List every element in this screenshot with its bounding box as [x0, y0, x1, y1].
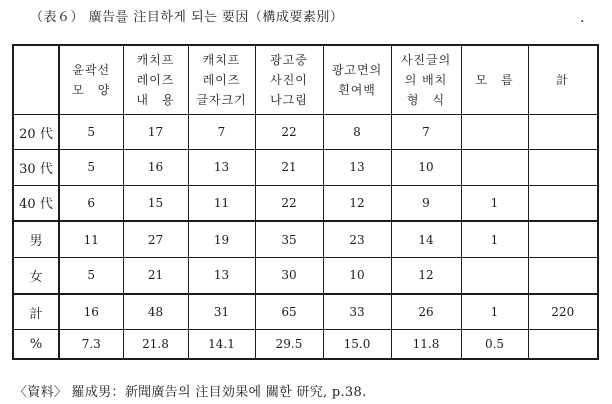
table-cell [461, 115, 528, 150]
table-row [13, 294, 598, 330]
table-cell: 12 [323, 185, 391, 221]
row-label: 男 [13, 221, 59, 257]
table-cell: 29.5 [255, 330, 323, 359]
table-cell: 30 [255, 257, 323, 293]
table-cell: 6 [59, 185, 123, 221]
table-cell: 220 [528, 294, 598, 330]
table-row [13, 330, 598, 359]
row-label: % [13, 330, 59, 359]
table-cell: 23 [323, 221, 391, 257]
table-cell [528, 257, 598, 293]
table-cell: 1 [461, 294, 528, 330]
table-cell: 48 [123, 294, 188, 330]
table-cell: 5 [59, 150, 123, 185]
corner-mark: . [580, 10, 585, 26]
row-label: 20 代 [13, 115, 59, 150]
table-cell: 9 [391, 185, 461, 221]
header-cell: 윤곽선 모 양 [59, 45, 123, 115]
header-cell: 캐치프 레이즈 글자크기 [188, 45, 255, 115]
table-cell [528, 150, 598, 185]
table-cell: 7 [188, 115, 255, 150]
row-label: 30 代 [13, 150, 59, 185]
table-cell: 11.8 [391, 330, 461, 359]
table-cell: 10 [323, 257, 391, 293]
header-corner-cell [13, 45, 59, 115]
table-cell: 22 [255, 115, 323, 150]
table-cell: 5 [59, 257, 123, 293]
table-cell [528, 330, 598, 359]
header-cell: 광고면의 흰여백 [323, 45, 391, 115]
row-label: 女 [13, 257, 59, 293]
table-cell: 27 [123, 221, 188, 257]
header-cell: 모 름 [461, 45, 528, 115]
table-cell [528, 185, 598, 221]
table-cell: 21 [255, 150, 323, 185]
table-cell: 31 [188, 294, 255, 330]
table-cell: 11 [59, 221, 123, 257]
table-cell: 35 [255, 221, 323, 257]
table-cell: 7.3 [59, 330, 123, 359]
table-cell [528, 221, 598, 257]
table-cell: 13 [188, 150, 255, 185]
row-label: 計 [13, 294, 59, 330]
table-cell: 17 [123, 115, 188, 150]
source-note: 〈資料〉 羅成男：新聞廣告의 注目効果에 關한 研究, p.38. [14, 385, 367, 400]
table-cell: 11 [188, 185, 255, 221]
row-label: 40 代 [13, 185, 59, 221]
table-cell: 1 [461, 221, 528, 257]
table-cell: 16 [123, 150, 188, 185]
table-row [13, 185, 598, 221]
table-cell: 19 [188, 221, 255, 257]
table-cell [461, 150, 528, 185]
table-cell: 15 [123, 185, 188, 221]
table-cell: 21 [123, 257, 188, 293]
table-cell: 1 [461, 185, 528, 221]
table-cell: 12 [391, 257, 461, 293]
table-cell: 26 [391, 294, 461, 330]
table-cell: 0.5 [461, 330, 528, 359]
header-cell: 광고중 사진이 나그림 [255, 45, 323, 115]
table-cell: 14.1 [188, 330, 255, 359]
table-cell: 8 [323, 115, 391, 150]
table-cell: 14 [391, 221, 461, 257]
table-cell: 10 [391, 150, 461, 185]
table-cell: 13 [323, 150, 391, 185]
table-cell: 22 [255, 185, 323, 221]
table-cell: 5 [59, 115, 123, 150]
table-cell [461, 257, 528, 293]
table-row [13, 221, 598, 257]
table-row [13, 257, 598, 293]
table-cell [528, 115, 598, 150]
table-cell: 65 [255, 294, 323, 330]
table-row [13, 115, 598, 150]
header-cell: 캐치프 레이즈 내 용 [123, 45, 188, 115]
header-cell: 사진글의 의 배치 형 식 [391, 45, 461, 115]
table-cell: 15.0 [323, 330, 391, 359]
table-cell: 13 [188, 257, 255, 293]
table-cell: 21.8 [123, 330, 188, 359]
table-cell: 33 [323, 294, 391, 330]
table-cell: 16 [59, 294, 123, 330]
table-cell: 7 [391, 115, 461, 150]
header-row [13, 45, 598, 115]
table-title: （表６） 廣告를 注目하게 되는 要因（構成要素別） [30, 10, 344, 25]
data-table [12, 44, 599, 360]
table-row [13, 150, 598, 185]
header-cell: 計 [528, 45, 598, 115]
